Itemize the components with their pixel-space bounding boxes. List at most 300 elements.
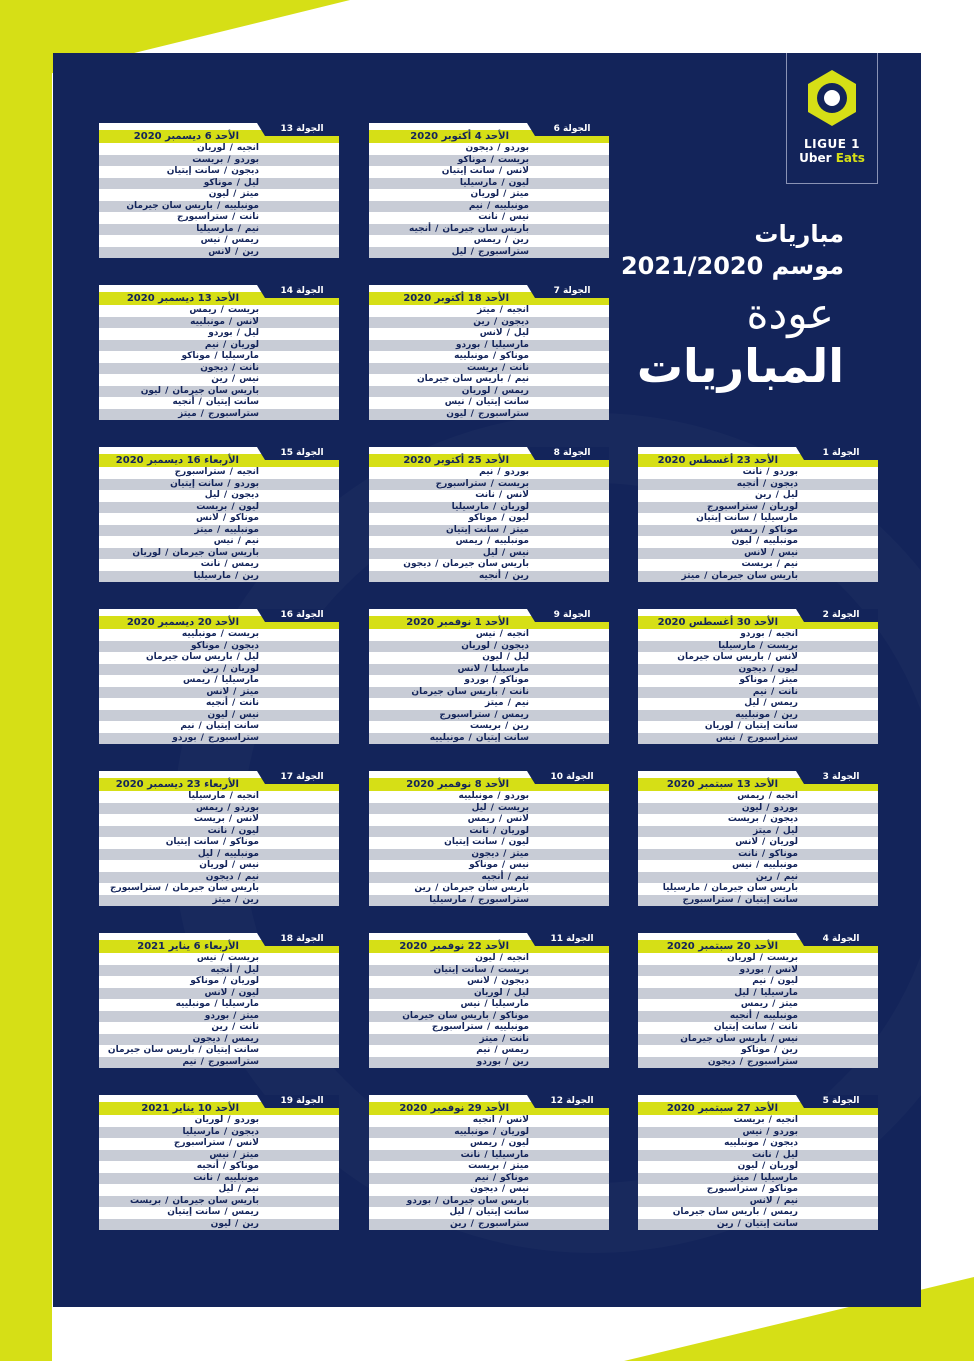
- home-team: نانت: [509, 686, 529, 697]
- brand-line2: [787, 151, 877, 165]
- match-row: [99, 1207, 339, 1219]
- home-team: ميتز: [240, 1149, 259, 1160]
- away-team: لانس: [735, 837, 759, 847]
- home-team: بوردو: [773, 1126, 798, 1137]
- match-separator: /: [216, 848, 221, 859]
- away-team: نانت: [742, 467, 763, 477]
- away-team: أنجيه: [408, 223, 432, 234]
- home-team: باريس سان جيرمان: [711, 570, 798, 581]
- match-separator: /: [231, 501, 235, 512]
- match-separator: /: [774, 1045, 778, 1055]
- match-separator: /: [227, 154, 231, 165]
- match-row: [369, 1011, 609, 1023]
- match-row: [369, 143, 609, 155]
- match-row: [369, 525, 609, 537]
- round-card-header: [99, 447, 339, 467]
- round-card: [369, 771, 609, 904]
- home-team: لانس: [506, 490, 529, 500]
- home-team: مونبلييه: [494, 1022, 529, 1032]
- round-date: الأحد 29 نوفمبر 2020: [369, 1102, 609, 1115]
- match-row: [638, 467, 878, 479]
- match-separator: /: [486, 1022, 491, 1032]
- match-row: [99, 1115, 339, 1127]
- match-separator: /: [231, 825, 235, 836]
- home-team: مونبلييه: [224, 524, 259, 535]
- match-row: [369, 1127, 609, 1139]
- match-row: [369, 340, 609, 352]
- match-separator: /: [237, 1184, 241, 1194]
- home-team: نيس: [509, 212, 529, 222]
- home-team: لوريان: [230, 663, 259, 674]
- away-team: ستراسبورج: [431, 1022, 483, 1032]
- match-row: [99, 166, 339, 178]
- away-team: مونبلييه: [735, 709, 771, 720]
- match-separator: /: [223, 490, 228, 500]
- match-row: [369, 548, 609, 560]
- heading-line4: المباريات: [636, 339, 844, 393]
- away-team: ميتز: [485, 698, 504, 708]
- round-card: [99, 123, 339, 256]
- match-row: [99, 965, 339, 977]
- away-team: ميتز: [178, 408, 197, 419]
- home-team: بريست: [497, 964, 529, 975]
- match-row: [99, 1219, 339, 1231]
- away-team: نانت: [207, 825, 228, 836]
- match-separator: /: [505, 235, 509, 245]
- home-team: ريمس: [501, 709, 529, 720]
- home-team: لانس: [506, 1115, 529, 1125]
- round-card: [369, 447, 609, 580]
- round-date: الأحد 4 أكتوبر 2020: [369, 130, 609, 143]
- match-separator: /: [236, 652, 240, 662]
- match-separator: /: [499, 953, 503, 963]
- away-team: ريمس: [730, 524, 758, 535]
- match-row: [99, 849, 339, 861]
- away-team: بوردو: [208, 328, 233, 338]
- match-separator: /: [753, 513, 757, 523]
- match-row: [638, 1138, 878, 1150]
- round-card: [369, 933, 609, 1066]
- home-team: بوردو: [504, 791, 529, 801]
- round-card-header: [99, 771, 339, 791]
- match-separator: /: [776, 559, 780, 569]
- away-team: باريس سان جيرمان: [402, 1010, 489, 1021]
- match-separator: /: [228, 1138, 233, 1148]
- match-row: [369, 1219, 609, 1231]
- match-separator: /: [507, 698, 511, 708]
- home-team: مارسيليا: [760, 987, 798, 998]
- match-separator: /: [497, 791, 501, 801]
- match-separator: /: [231, 709, 236, 720]
- home-team: لانس: [506, 814, 529, 824]
- match-row: [638, 675, 878, 687]
- match-separator: /: [759, 953, 763, 963]
- away-team: بريست: [466, 362, 499, 373]
- away-team: باريس سان جيرمان: [107, 1045, 195, 1055]
- away-team: ريمس: [740, 999, 769, 1009]
- match-row: [638, 721, 878, 733]
- home-team: رين: [242, 1218, 259, 1229]
- match-row: [638, 629, 878, 641]
- match-separator: /: [755, 1010, 760, 1021]
- away-team: لوريان: [727, 953, 756, 963]
- away-team: ليل: [218, 1184, 234, 1194]
- round-date: الأحد 10 يناير 2021: [99, 1102, 339, 1115]
- home-team: سانت إيتيان: [744, 721, 798, 731]
- match-row: [369, 224, 609, 236]
- away-team: موناكو: [468, 513, 498, 523]
- match-separator: /: [220, 629, 224, 639]
- match-separator: /: [763, 1207, 767, 1217]
- away-team: نيس: [213, 536, 234, 546]
- away-team: باريس سان جيرمان: [672, 1207, 760, 1217]
- match-row: [99, 1011, 339, 1023]
- match-row: [99, 386, 339, 398]
- away-team: نيم: [180, 721, 195, 731]
- match-separator: /: [224, 1033, 228, 1044]
- match-row: [99, 548, 339, 560]
- match-row: [369, 212, 609, 224]
- brand-uber: Uber: [799, 151, 832, 165]
- match-row: [369, 698, 609, 710]
- match-row: [638, 849, 878, 861]
- match-separator: /: [200, 1056, 204, 1067]
- away-team: بريست: [733, 1115, 765, 1125]
- match-separator: /: [233, 1149, 237, 1160]
- match-row: [638, 872, 878, 884]
- away-team: مونبلييه: [724, 1138, 759, 1148]
- home-team: ليون: [508, 1138, 529, 1148]
- home-team: بريست: [227, 629, 259, 639]
- away-team: أنجيه: [196, 1161, 219, 1171]
- away-team: لوريان: [461, 385, 491, 396]
- away-team: سانت إيتيان: [446, 524, 500, 535]
- round-label: الجولة 10: [535, 771, 609, 784]
- away-team: ليل: [197, 848, 213, 859]
- match-list: [369, 1115, 609, 1230]
- home-team: رين: [781, 1045, 798, 1055]
- match-separator: /: [501, 860, 506, 870]
- round-label: الجولة 18: [265, 933, 339, 946]
- match-row: [99, 837, 339, 849]
- away-team: مونبلييه: [175, 999, 211, 1009]
- home-team: ستراسبورج: [207, 1056, 259, 1067]
- match-separator: /: [768, 629, 772, 639]
- match-row: [369, 490, 609, 502]
- round-card: [369, 123, 609, 256]
- away-team: نانت: [200, 559, 221, 569]
- match-separator: /: [233, 1010, 237, 1021]
- match-separator: /: [704, 570, 708, 581]
- home-team: ستراسبورج: [207, 408, 259, 419]
- away-team: باريس سان جيرمان: [126, 200, 213, 211]
- match-row: [369, 409, 609, 421]
- home-team: رين: [781, 709, 798, 720]
- home-team: نيم: [244, 1184, 259, 1194]
- match-separator: /: [486, 200, 491, 211]
- away-team: بوردو: [204, 1010, 230, 1021]
- match-separator: /: [507, 374, 511, 384]
- match-row: [369, 397, 609, 409]
- home-team: مونبلييه: [763, 536, 798, 546]
- away-team: مارسيليا: [718, 640, 756, 651]
- away-team: لانس: [196, 513, 219, 523]
- match-separator: /: [492, 675, 497, 685]
- match-separator: /: [767, 964, 772, 975]
- match-separator: /: [224, 559, 228, 569]
- away-team: مونبلييه: [454, 1126, 490, 1137]
- away-team: بوردو: [172, 732, 197, 743]
- home-team: ريمس: [770, 1207, 798, 1217]
- match-row: [369, 479, 609, 491]
- home-team: بوردو: [773, 467, 798, 477]
- home-team: ديجون: [501, 976, 529, 986]
- round-card: [638, 609, 878, 742]
- home-team: لوريان: [500, 1126, 529, 1137]
- match-list: [99, 143, 339, 258]
- round-label: الجولة 6: [535, 123, 609, 136]
- round-card-header: [99, 123, 339, 143]
- away-team: ليون: [446, 408, 467, 419]
- home-team: ليون: [238, 825, 259, 836]
- round-date: الأحد 1 نوفمبر 2020: [369, 616, 609, 629]
- home-team: نيم: [244, 871, 259, 882]
- match-separator: /: [507, 871, 511, 882]
- away-team: موناكو: [203, 177, 233, 188]
- home-team: لوريان: [769, 1161, 798, 1171]
- round-card-header: [99, 609, 339, 629]
- home-team: بريست: [227, 305, 259, 315]
- home-team: مارسيليا: [221, 675, 259, 685]
- home-team: موناكو: [500, 1010, 529, 1021]
- match-list: [99, 791, 339, 906]
- match-separator: /: [200, 408, 204, 419]
- away-team: أنجيه: [210, 964, 233, 975]
- match-row: [638, 490, 878, 502]
- match-row: [99, 641, 339, 653]
- match-separator: /: [497, 143, 501, 153]
- match-separator: /: [165, 385, 169, 396]
- match-separator: /: [498, 166, 503, 176]
- match-separator: /: [704, 883, 708, 893]
- away-team: ليل: [734, 987, 750, 998]
- match-separator: /: [468, 732, 472, 743]
- away-team: نيم: [479, 467, 494, 477]
- ligue1-emblem-icon: [801, 67, 863, 129]
- away-team: رين: [755, 871, 773, 882]
- away-team: لانس: [208, 246, 232, 257]
- match-separator: /: [499, 629, 503, 639]
- match-row: [369, 826, 609, 838]
- home-team: مارسيليا: [491, 339, 529, 350]
- match-row: [99, 629, 339, 641]
- away-team: أنجيه: [472, 1115, 495, 1125]
- home-team: ريمس: [231, 235, 259, 245]
- home-team: نانت: [239, 212, 259, 222]
- match-row: [369, 1022, 609, 1034]
- match-separator: /: [493, 1126, 497, 1137]
- match-separator: /: [755, 860, 760, 870]
- match-separator: /: [503, 1161, 507, 1171]
- match-separator: /: [494, 1045, 498, 1055]
- away-team: موناكو: [191, 640, 220, 651]
- away-team: ديجون: [192, 1033, 221, 1044]
- home-team: ديجون: [501, 640, 529, 651]
- away-team: نانت: [751, 1149, 772, 1160]
- away-team: نيس: [475, 629, 496, 639]
- match-row: [369, 559, 609, 571]
- round-card: [99, 285, 339, 418]
- away-team: نانت: [478, 212, 498, 222]
- away-team: نيس: [742, 1126, 763, 1137]
- match-separator: /: [233, 189, 237, 199]
- home-team: بوردو: [773, 802, 798, 813]
- match-separator: /: [501, 547, 506, 558]
- away-team: لانس: [204, 987, 228, 998]
- match-row: [638, 837, 878, 849]
- match-row: [99, 328, 339, 340]
- match-separator: /: [232, 698, 236, 708]
- home-team: ميتز: [779, 999, 798, 1009]
- match-row: [99, 212, 339, 224]
- home-team: نانت: [509, 1033, 529, 1044]
- match-separator: /: [770, 976, 774, 986]
- away-team: أنجيه: [172, 397, 195, 407]
- match-separator: /: [236, 964, 240, 975]
- away-team: بريست: [469, 721, 502, 731]
- match-separator: /: [470, 408, 474, 419]
- match-row: [99, 1022, 339, 1034]
- match-row: [99, 814, 339, 826]
- away-team: سانت إيتيان: [696, 513, 750, 523]
- round-label: الجولة 1: [804, 447, 878, 460]
- home-team: ريمس: [501, 1045, 529, 1055]
- round-card: [638, 1095, 878, 1228]
- away-team: ديجون: [738, 663, 767, 674]
- match-separator: /: [198, 397, 202, 407]
- match-row: [99, 1150, 339, 1162]
- home-team: ستراسبورج: [477, 246, 529, 257]
- match-separator: /: [231, 374, 236, 384]
- away-team: مونبلييه: [458, 791, 494, 801]
- match-row: [638, 687, 878, 699]
- home-team: أنجيه: [775, 629, 798, 639]
- home-team: أنجيه: [236, 467, 259, 477]
- home-team: لانس: [236, 316, 259, 327]
- match-row: [369, 803, 609, 815]
- match-separator: /: [762, 837, 766, 847]
- away-team: لانس: [744, 547, 767, 558]
- match-separator: /: [490, 802, 494, 813]
- match-separator: /: [222, 1161, 227, 1171]
- home-team: رين: [242, 246, 259, 257]
- match-separator: /: [762, 1161, 766, 1171]
- match-separator: /: [772, 675, 776, 685]
- match-separator: /: [222, 513, 227, 523]
- match-row: [638, 1173, 878, 1185]
- home-team: بوردو: [234, 478, 259, 489]
- match-row: [99, 374, 339, 386]
- home-team: نيس: [239, 709, 259, 720]
- home-team: ديجون: [231, 1126, 259, 1137]
- match-separator: /: [497, 467, 501, 477]
- home-team: ميتز: [240, 686, 259, 697]
- home-team: نيس: [778, 1033, 798, 1044]
- away-team: ميتز: [730, 1172, 750, 1183]
- match-row: [369, 721, 609, 733]
- away-team: نانت: [193, 1172, 213, 1183]
- match-separator: /: [236, 328, 240, 338]
- home-team: باريس سان جيرمان: [442, 223, 529, 234]
- match-row: [638, 525, 878, 537]
- away-team: ديجون: [465, 143, 494, 153]
- brand-eats: Eats: [835, 151, 865, 165]
- away-team: ستراسبورج: [682, 894, 734, 905]
- away-team: بريست: [192, 154, 224, 165]
- round-card-header: [369, 609, 609, 629]
- home-team: ديجون: [770, 478, 798, 489]
- match-row: [369, 895, 609, 907]
- match-separator: /: [492, 1172, 497, 1183]
- round-card: [99, 609, 339, 742]
- match-row: [369, 571, 609, 583]
- match-list: [638, 953, 878, 1068]
- home-team: نانت: [239, 1022, 259, 1032]
- match-row: [369, 872, 609, 884]
- round-label: الجولة 16: [265, 609, 339, 622]
- match-separator: /: [486, 536, 491, 546]
- away-team: ريمس: [473, 235, 502, 245]
- home-team: بريست: [497, 154, 529, 165]
- match-row: [369, 814, 609, 826]
- home-team: لوريان: [769, 501, 798, 512]
- match-separator: /: [766, 1126, 770, 1137]
- match-separator: /: [231, 860, 236, 870]
- away-team: ريمس: [467, 814, 495, 824]
- match-separator: /: [770, 1033, 775, 1044]
- home-team: ميتز: [240, 189, 259, 199]
- away-team: نيم: [752, 686, 768, 697]
- match-separator: /: [494, 385, 498, 396]
- home-team: رين: [242, 894, 259, 905]
- round-date: الأربعاء 16 ديسمبر 2020: [99, 454, 339, 467]
- match-row: [99, 235, 339, 247]
- round-card-header: [638, 609, 878, 629]
- round-label: الجولة 3: [804, 771, 878, 784]
- match-separator: /: [237, 536, 241, 546]
- home-team: ليل: [243, 964, 259, 975]
- round-date: الأحد 30 أغسطس 2020: [638, 616, 878, 629]
- match-separator: /: [490, 478, 494, 489]
- match-separator: /: [229, 791, 233, 801]
- match-row: [99, 490, 339, 502]
- match-row: [369, 155, 609, 167]
- away-team: سانت إيتيان: [167, 1207, 221, 1217]
- round-card: [369, 609, 609, 742]
- match-separator: /: [502, 1033, 506, 1044]
- home-team: باريس سان جيرمان: [172, 883, 259, 893]
- match-row: [99, 571, 339, 583]
- home-team: نيم: [783, 871, 798, 882]
- match-separator: /: [762, 478, 767, 489]
- away-team: نيس: [200, 235, 221, 245]
- match-list: [369, 143, 609, 258]
- brand-line1: LIGUE 1: [804, 137, 860, 151]
- away-team: مارسيليا: [662, 883, 701, 893]
- home-team: بريست: [497, 478, 529, 489]
- away-team: مارسيليا: [182, 1126, 220, 1137]
- away-team: نيم: [474, 1172, 489, 1183]
